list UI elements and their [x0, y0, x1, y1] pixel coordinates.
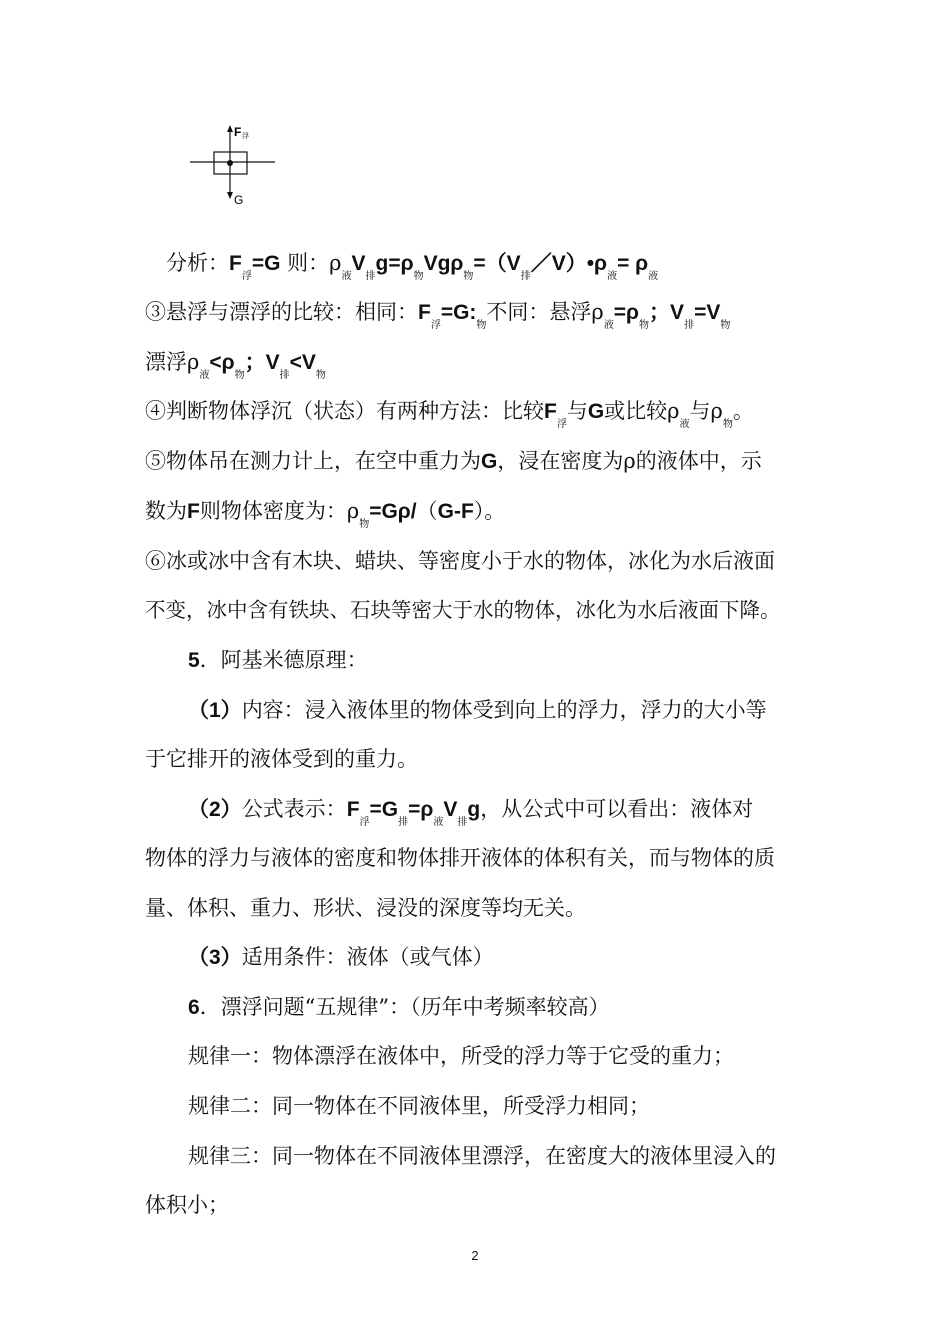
buoyancy-label: F: [234, 125, 242, 139]
section5-item2-a: （2）公式表示：$F_浮=G_排=\rho_液V_排g$，从公式中可以看出：液体对: [188, 797, 754, 828]
rule2-line: 规律二：同一物体在不同液体里，所受浮力相同；: [188, 1094, 650, 1118]
buoyancy-arrowhead: [227, 125, 233, 132]
page-number: 2: [471, 1248, 479, 1263]
section5-item2-b: 物体的浮力与液体的密度和物体排开液体的体积有关，而与物体的质: [145, 846, 775, 870]
item3-line-b: 漂浮$\rho_液<\rho_物$；$V_排<V_物$: [145, 350, 326, 381]
section6-title: 6．漂浮问题“五规律”：（历年中考频率较高）: [188, 995, 610, 1019]
item3-line-a: ③悬浮与漂浮的比较：相同：$F_浮=G:_物$不同：悬浮$\rho_液=\rho_物$；$V_排=V_物$: [145, 300, 731, 331]
rule3-line-a: 规律三：同一物体在不同液体里漂浮，在密度大的液体里浸入的: [188, 1144, 776, 1168]
section5-item1-a: （1）内容：浸入液体里的物体受到向上的浮力，浮力的大小等: [188, 698, 767, 722]
center-of-mass-dot: [227, 160, 233, 166]
item5-line-b: 数为F则物体密度为：$\rho_物=G\rho/(G-F)$。: [145, 499, 506, 530]
item6-line-a: ⑥冰或冰中含有木块、蜡块、等密度小于水的物体，冰化为水后液面: [145, 549, 775, 573]
section5-item3: （3）适用条件：液体（或气体）: [188, 945, 494, 969]
item6-line-b: 不变，冰中含有铁块、石块等密大于水的物体，冰化为水后液面下降。: [145, 598, 781, 622]
section5-item1-b: 于它排开的液体受到的重力。: [145, 747, 418, 771]
buoyancy-label-sub: 浮: [242, 133, 249, 140]
gravity-arrowhead: [227, 192, 233, 199]
section5-item2-c: 量、体积、重力、形状、浸没的深度等均无关。: [145, 896, 586, 920]
rule3-line-b: 体积小；: [145, 1193, 229, 1217]
analysis-line: 分析：$F_浮=G$ 则：$\rho_液V_排g=\rho_物Vg\rho_物=(V_排/V)•\rho_液= \rho_液$: [166, 251, 659, 282]
rule1-line: 规律一：物体漂浮在液体中，所受的浮力等于它受的重力；: [188, 1044, 734, 1068]
item5-line-a: ⑤物体吊在测力计上，在空中重力为G，浸在密度为ρ的液体中，示: [145, 449, 762, 473]
gravity-label: G: [234, 193, 244, 207]
section5-title: 5．阿基米德原理：: [188, 648, 368, 672]
force-diagram: [185, 122, 305, 212]
item4-line: ④判断物体浮沉（状态）有两种方法：比较$F_浮$与G或比较$\rho_液$与$\rho_物$。: [145, 399, 754, 430]
